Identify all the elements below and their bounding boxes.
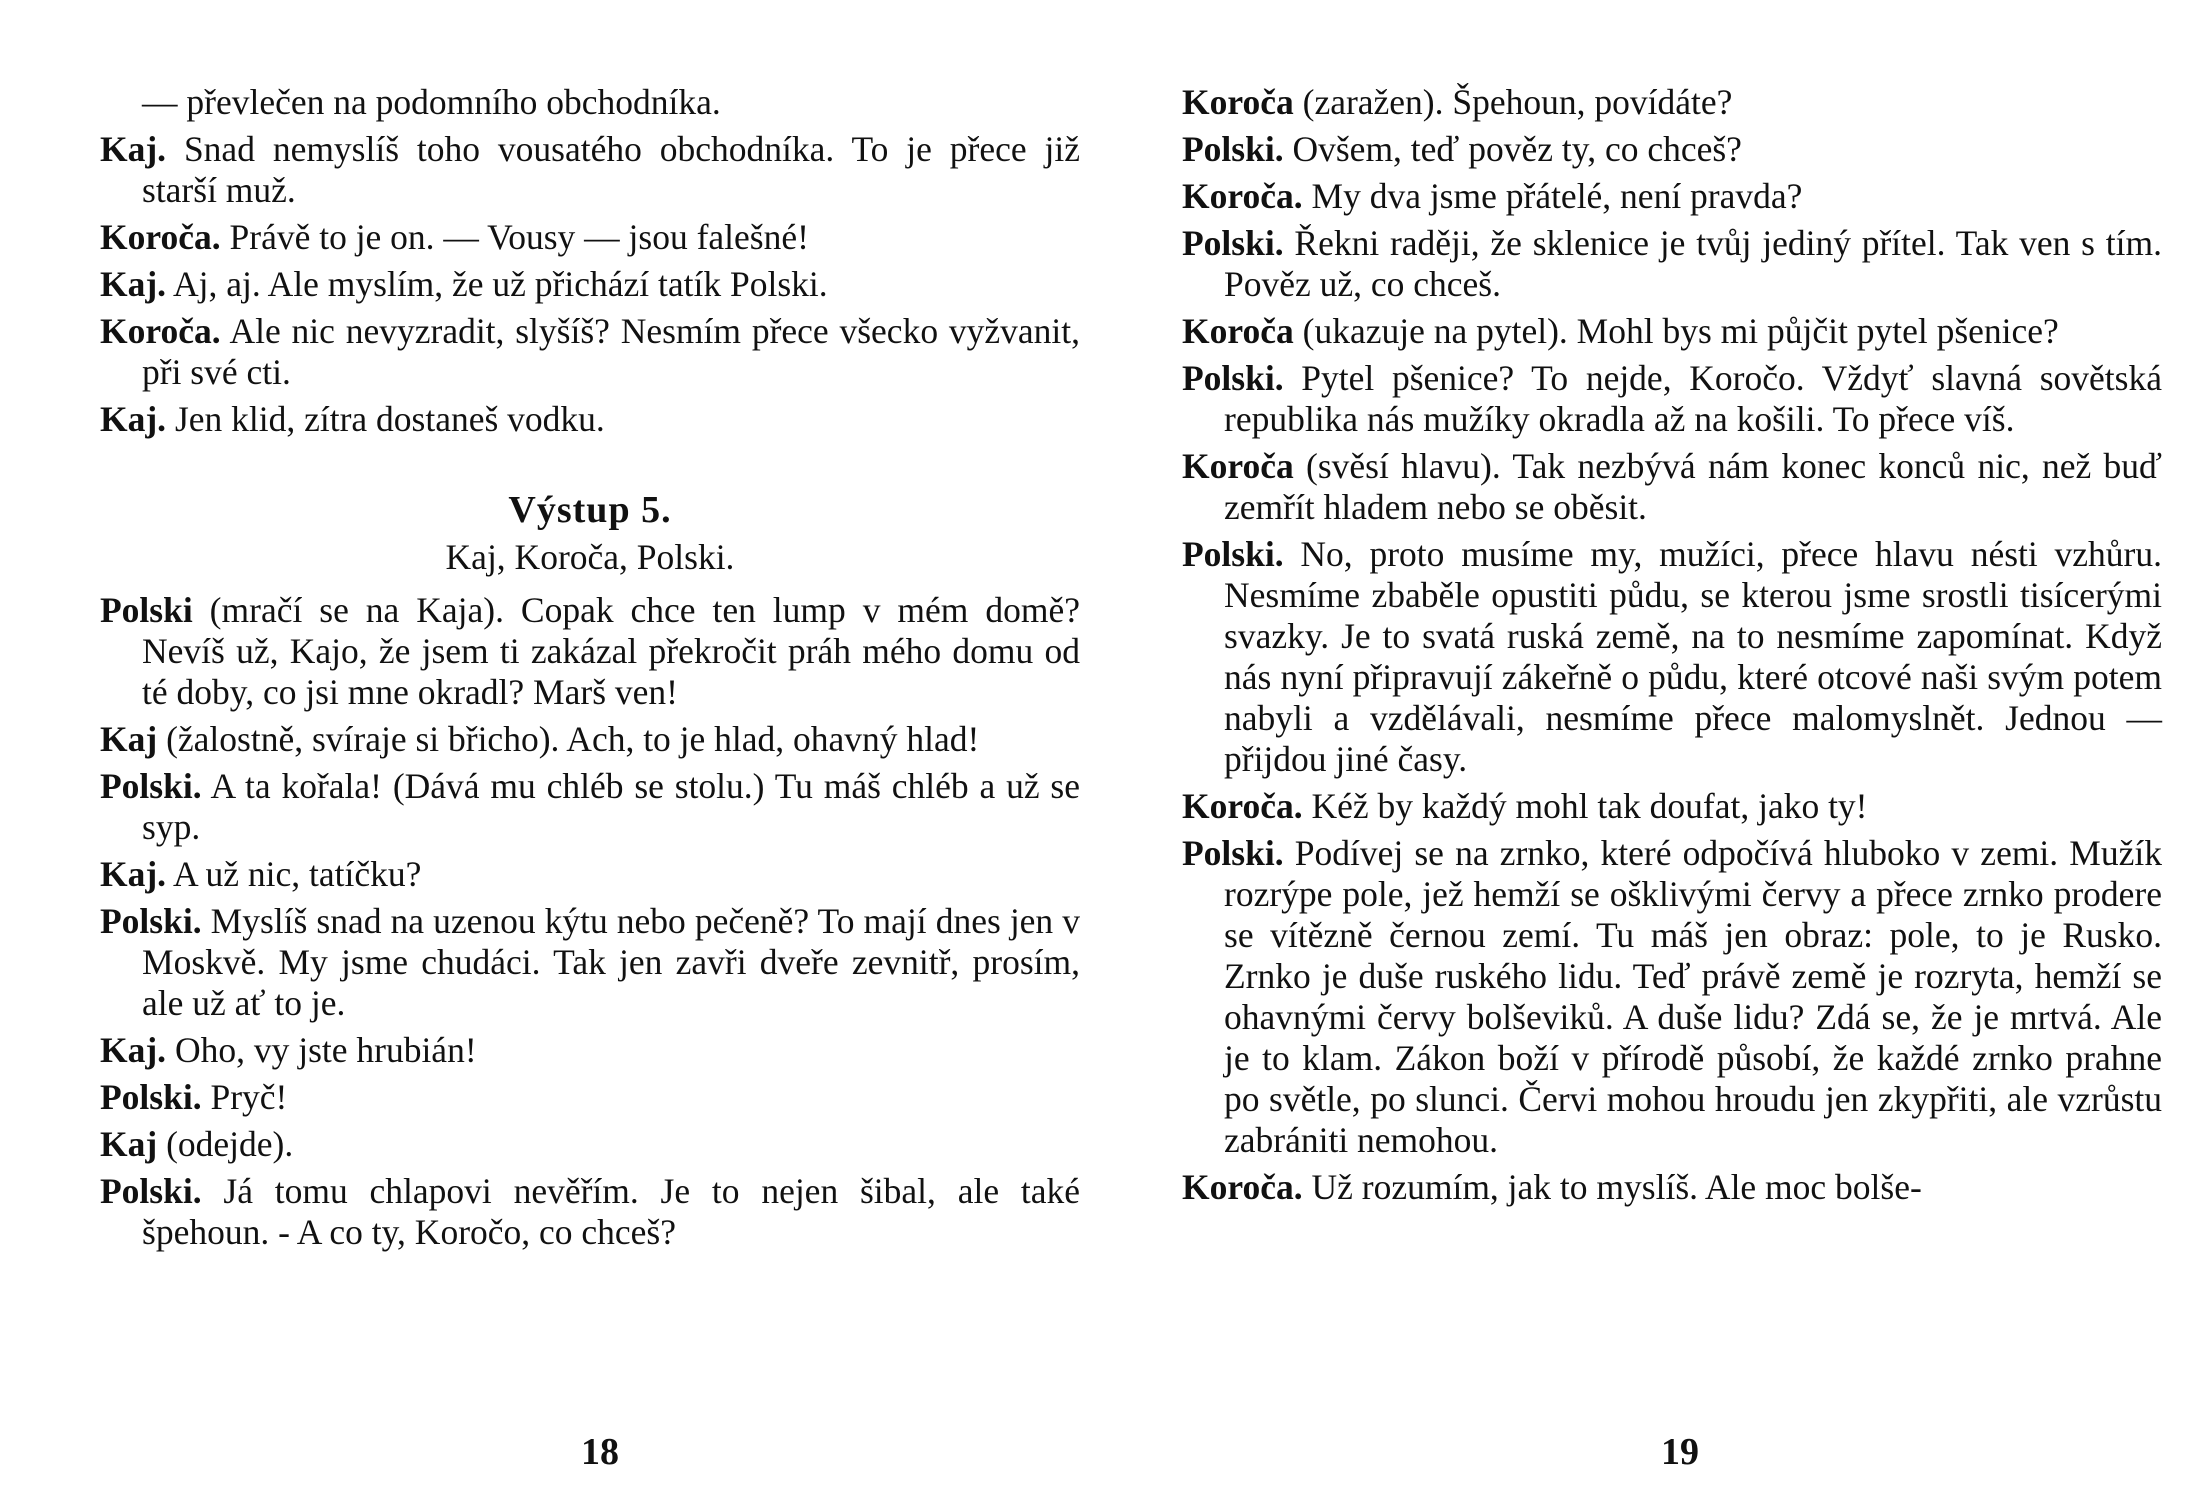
speaker-name: Kaj bbox=[100, 1124, 158, 1164]
speaker-name: Polski. bbox=[1182, 534, 1284, 574]
line-text: Snad nemyslíš toho vousatého obchodníka. To je přece již starší muž. bbox=[142, 129, 1080, 210]
page-number-left: 18 bbox=[581, 1431, 619, 1473]
speaker-name: Polski. bbox=[1182, 358, 1284, 398]
line-text: Já tomu chlapovi nevěřím. Je to nejen šibal, ale také špehoun. - A co ty, Koročo, co chceš? bbox=[142, 1171, 1080, 1252]
dialogue-line bbox=[100, 264, 1080, 305]
speaker-name: Koroča. bbox=[100, 311, 221, 351]
speaker-name: Koroča. bbox=[100, 217, 221, 257]
speaker-name: Kaj. bbox=[100, 264, 167, 304]
line-text: Oho, vy jste hrubián! bbox=[166, 1030, 477, 1070]
line-text: (odejde). bbox=[157, 1124, 294, 1164]
line-text: My dva jsme přátelé, není pravda? bbox=[1302, 176, 1803, 216]
speaker-name: Kaj. bbox=[100, 1030, 167, 1070]
dialogue-line bbox=[1182, 833, 2162, 1161]
dialogue-line bbox=[1182, 223, 2162, 305]
speaker-name: Koroča bbox=[1182, 311, 1294, 351]
dialogue-line bbox=[1182, 82, 2162, 123]
left-page bbox=[100, 82, 1080, 1259]
line-text: (mračí se na Kaja). Copak chce ten lump v mém domě? Nevíš už, Kajo, že jsem ti zakázal překročit práh mého domu od té doby, co jsi mne okradl? Marš ven! bbox=[142, 590, 1080, 712]
line-text: (žalostně, svíraje si břicho). Ach, to je hlad, ohavný hlad! bbox=[157, 719, 980, 759]
speaker-name: Polski. bbox=[1182, 833, 1284, 873]
page-number-right: 19 bbox=[1661, 1431, 1699, 1473]
line-text: A ta kořala! (Dává mu chléb se stolu.) Tu máš chléb a už se syp. bbox=[142, 766, 1080, 847]
line-text: Aj, aj. Ale myslím, že už přichází tatík Polski. bbox=[166, 264, 828, 304]
line-text: Ovšem, teď pověz ty, co chceš? bbox=[1283, 129, 1742, 169]
speaker-name: Koroča. bbox=[1182, 176, 1303, 216]
line-text: Už rozumím, jak to myslíš. Ale moc bolše- bbox=[1302, 1167, 1922, 1207]
speaker-name: Kaj bbox=[100, 719, 158, 759]
line-text: Myslíš snad na uzenou kýtu nebo pečeně? To mají dnes jen v Moskvě. My jsme chudáci. Tak jen zavři dveře zevnitř, prosím, ale už ať to je. bbox=[142, 901, 1080, 1023]
speaker-name: Kaj. bbox=[100, 399, 167, 439]
dialogue-line bbox=[100, 1171, 1080, 1253]
dialogue-line bbox=[1182, 534, 2162, 780]
dialogue-line bbox=[100, 311, 1080, 393]
line-text: Podívej se na zrnko, které odpočívá hluboko v zemi. Mužík rozrýpe pole, jež hemží se ošklivými červy a přece zrnko prodere se vítězně černou zemí. Tu máš jen obraz: pole, to je Rusko. Zrnko je duše ruského lidu. Teď právě země je rozryta, hemží se ohavnými červy bolševiků. A duše lidu? Zdá se, že je mrtvá. Ale je to klam. Zákon boží v přírodě působí, že každé zrnko prahne po světle, po slunci. Červi mohou hroudu jen zkypřiti, ale vzrůstu zabrániti nemohou. bbox=[1224, 833, 2162, 1160]
dialogue-line bbox=[100, 1077, 1080, 1118]
left-dialogue-before bbox=[100, 82, 1080, 440]
speaker-name: Polski. bbox=[100, 1077, 202, 1117]
speaker-name: Koroča bbox=[1182, 446, 1294, 486]
dialogue-line bbox=[100, 854, 1080, 895]
scene-title: Výstup 5. bbox=[508, 489, 672, 531]
speaker-name: Kaj. bbox=[100, 129, 167, 169]
dialogue-line bbox=[1182, 358, 2162, 440]
speaker-name: Koroča bbox=[1182, 82, 1294, 122]
speaker-name: Koroča. bbox=[1182, 786, 1303, 826]
speaker-name: Polski. bbox=[100, 901, 202, 941]
speaker-name: Polski. bbox=[1182, 223, 1284, 263]
dialogue-line bbox=[100, 901, 1080, 1024]
dialogue-line bbox=[1182, 446, 2162, 528]
dialogue-line bbox=[100, 82, 1080, 123]
dialogue-line bbox=[100, 399, 1080, 440]
right-page bbox=[1182, 82, 2162, 1214]
speaker-name: Kaj. bbox=[100, 854, 167, 894]
dialogue-line bbox=[100, 590, 1080, 713]
dialogue-line bbox=[1182, 1167, 2162, 1208]
dialogue-line bbox=[100, 1030, 1080, 1071]
dialogue-line bbox=[100, 1124, 1080, 1165]
line-text: Právě to je on. — Vousy — jsou falešné! bbox=[220, 217, 809, 257]
line-text: (ukazuje na pytel). Mohl bys mi půjčit pytel pšenice? bbox=[1293, 311, 2059, 351]
line-text: Řekni raději, že sklenice je tvůj jediný přítel. Tak ven s tím. Pověz už, co chceš. bbox=[1224, 223, 2162, 304]
speaker-name: Polski. bbox=[100, 1171, 202, 1211]
line-text: — převlečen na podomního obchodníka. bbox=[142, 82, 721, 122]
dialogue-line bbox=[100, 217, 1080, 258]
speaker-name: Polski bbox=[100, 590, 193, 630]
line-text: No, proto musíme my, mužíci, přece hlavu nésti vzhůru. Nesmíme zbaběle opustiti půdu, se kterou jsme srostli tisícerými svazky. Je to svatá ruská země, na to nesmíme zapomínat. Když nás nyní připravují zákeřně o půdu, které otcové naši svým potem nabyli a vzdělávali, nesmíme přece malomyslnět. Jednou — přijdou jiné časy. bbox=[1224, 534, 2162, 779]
scene-cast: Kaj, Koroča, Polski. bbox=[445, 537, 735, 577]
line-text: Jen klid, zítra dostaneš vodku. bbox=[166, 399, 605, 439]
dialogue-line bbox=[100, 129, 1080, 211]
line-text: (zaražen). Špehoun, povídáte? bbox=[1293, 82, 1733, 122]
speaker-name: Polski. bbox=[100, 766, 202, 806]
dialogue-line bbox=[1182, 311, 2162, 352]
line-text: Pytel pšenice? To nejde, Koročo. Vždyť slavná sovětská republika nás mužíky okradla až na košili. To přece víš. bbox=[1224, 358, 2162, 439]
line-text: Kéž by každý mohl tak doufat, jako ty! bbox=[1302, 786, 1868, 826]
speaker-name: Polski. bbox=[1182, 129, 1284, 169]
dialogue-line bbox=[1182, 786, 2162, 827]
dialogue-line bbox=[1182, 176, 2162, 217]
line-text: Ale nic nevyzradit, slyšíš? Nesmím přece všecko vyžvanit, při své cti. bbox=[142, 311, 1080, 392]
line-text: Pryč! bbox=[201, 1077, 288, 1117]
line-text: A už nic, tatíčku? bbox=[166, 854, 422, 894]
speaker-name: Koroča. bbox=[1182, 1167, 1303, 1207]
dialogue-line bbox=[100, 766, 1080, 848]
dialogue-line bbox=[100, 719, 1080, 760]
line-text: (svěsí hlavu). Tak nezbývá nám konec konců nic, než buď zemřít hladem nebo se oběsit. bbox=[1224, 446, 2162, 527]
left-dialogue-after bbox=[100, 590, 1080, 1253]
dialogue-line bbox=[1182, 129, 2162, 170]
